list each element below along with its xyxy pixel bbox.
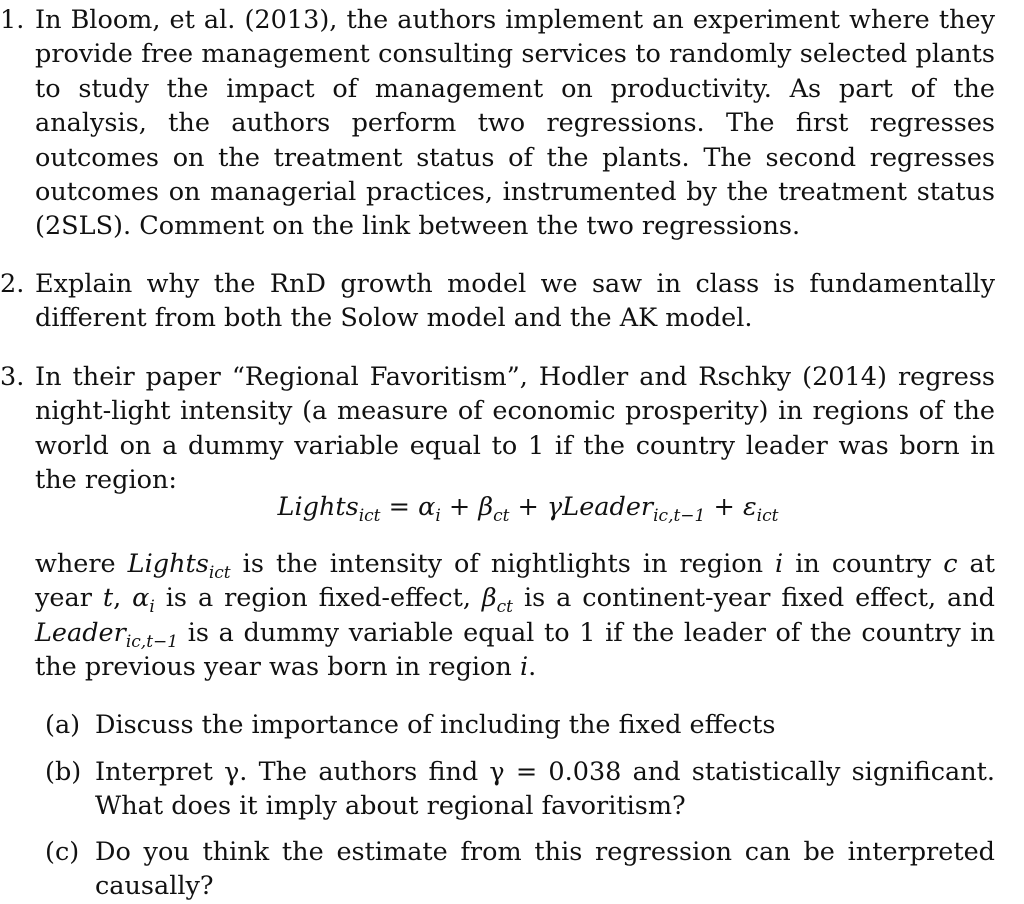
question-text: In Bloom, et al. (2013), the authors implement an experiment where they provide free management consulting services to randomly selected plants to study the impact of management on productivity. As part of the analysis, the authors perform two regressions. The first regresses outcomes on the treatment status of the plants. The second regresses outcomes on managerial practices, instrumented by the treatment status (2SLS). Comment on the link between the two regressions.	[35, 5, 995, 242]
question-number: 3.	[0, 362, 25, 392]
where-text	[35, 547, 995, 685]
question-number: 2.	[0, 269, 25, 299]
eq-leader-sub: ic,t−1	[653, 506, 706, 526]
eq-alpha: α	[418, 492, 436, 522]
var-lights: Lights	[127, 549, 209, 579]
eq-equals: =	[380, 492, 419, 522]
where-text-part: where	[35, 549, 128, 579]
var-alpha: α	[132, 583, 150, 614]
subquestion-label: (b)	[45, 757, 82, 787]
regression-equation	[0, 490, 1024, 524]
subquestion-text: Interpret γ. The authors find γ = 0.038 and statistically significant. What does it imply about regional favoritism?	[95, 757, 995, 822]
eq-gamma-leader: γLeader	[547, 492, 654, 522]
eq-plus: +	[705, 492, 743, 522]
question-intro: In their paper “Regional Favoritism”, Hodler and Rschky (2014) regress night-light intensity (a measure of economic prosperity) in regions of the world on a dummy variable equal to 1 if the country leader was born in the region:	[35, 362, 995, 496]
where-text-part: in country	[783, 549, 944, 579]
where-text-part: .	[528, 652, 537, 683]
where-text-part: at year	[35, 549, 996, 614]
eq-epsilon: ε	[742, 492, 757, 522]
where-text-part: is a region fixed-effect,	[154, 583, 482, 614]
var-lights-sub: ict	[208, 563, 231, 583]
subquestion-label: (a)	[45, 710, 81, 740]
eq-plus: +	[440, 492, 479, 522]
where-text-part: ,	[113, 583, 133, 614]
eq-lhs: Lights	[277, 492, 359, 522]
eq-alpha-sub: i	[435, 506, 441, 526]
eq-lhs-sub: ict	[358, 506, 381, 526]
var-alpha-sub: i	[149, 597, 155, 618]
subquestion-text: Discuss the importance of including the fixed effects	[95, 710, 776, 740]
subquestion-text: Do you think the estimate from this regression can be interpreted causally?	[95, 837, 995, 902]
question-number: 1.	[0, 5, 25, 35]
where-text-part: is a dummy variable equal to 1 if the leader of the country in the previous year was born in region	[35, 617, 995, 683]
eq-epsilon-sub: ict	[756, 506, 779, 526]
eq-plus: +	[509, 492, 548, 522]
where-text-part: is a continent-year fixed effect, and	[513, 583, 995, 614]
question-text: Explain why the RnD growth model we saw in class is fundamentally different from both the Solow model and the AK model.	[35, 269, 995, 334]
var-i: i	[775, 549, 784, 579]
var-c: c	[943, 549, 958, 579]
var-leader: Leader	[35, 617, 126, 648]
eq-beta: β	[478, 492, 494, 522]
var-t: t	[102, 583, 114, 614]
where-text-part: is the intensity of nightlights in region	[230, 549, 776, 579]
eq-beta-sub: ct	[493, 506, 510, 526]
var-leader-sub: ic,t−1	[125, 631, 179, 652]
var-beta-sub: ct	[496, 597, 514, 618]
var-i: i	[519, 652, 529, 683]
var-beta: β	[481, 583, 497, 614]
subquestion-label: (c)	[45, 837, 80, 867]
